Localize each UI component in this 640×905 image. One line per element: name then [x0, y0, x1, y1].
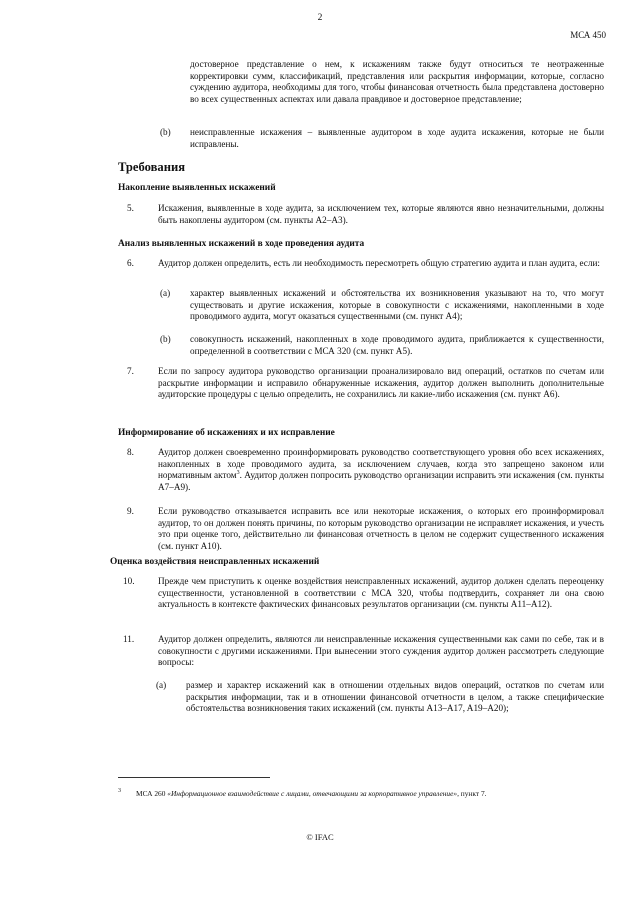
section-heading-accumulation: Накопление выявленных искажений: [118, 183, 276, 193]
paragraph-10-text: Прежде чем приступить к оценке воздействия неисправленных искажений, аудитор должен сделать переоценку существенности, установленной в соответствии с МСА 320, чтобы подтвердить, сохраняет ли она свою актуальность в контексте фактических финансовых результатов организации (см. пункты A11–A12).: [158, 576, 604, 610]
paragraph-9-text: Если руководство отказывается исправить все или некоторые искажения, о которых его проинформировал аудитор, то он должен понять причины, по которым руководство организации не исправляет искажения, и учесть это при оценке того, действительно ли финансовая отчетность в целом не содержит существенного искажения (см. пункт A10).: [158, 506, 604, 551]
paragraph-6a-label: (a): [160, 288, 171, 298]
intro-item-b-label: (b): [160, 127, 171, 137]
paragraph-9-number: 9.: [127, 506, 134, 516]
paragraph-8-number: 8.: [127, 447, 134, 457]
section-heading-communication: Информирование об искажениях и их исправление: [118, 428, 335, 438]
intro-item-b-text: неисправленные искажения – выявленные аудитором в ходе аудита искажения, которые не были исправлены.: [190, 127, 604, 149]
paragraph-10-number: 10.: [123, 576, 135, 586]
page-footer-copyright: © IFAC: [306, 832, 334, 842]
footnote-mark: 3: [118, 788, 121, 794]
paragraph-6-number: 6.: [127, 258, 134, 268]
footnote-reference-3[interactable]: 3: [236, 470, 240, 477]
page-number: 2: [317, 13, 323, 23]
paragraph-6-text: Аудитор должен определить, есть ли необходимость пересмотреть общую стратегию аудита и план аудита, если:: [158, 258, 600, 268]
requirements-heading: Требования: [118, 160, 186, 174]
paragraph-11-text: Аудитор должен определить, являются ли неисправленные искажения существенными как сами по себе, так и в совокупности с другими искажениями. При вынесении этого суждения аудитор должен рассмотреть следующие вопросы:: [158, 634, 604, 668]
section-heading-evaluation: Оценка воздействия неисправленных искажений: [110, 557, 320, 567]
document-code: МСА 450: [570, 30, 606, 40]
paragraph-6b-label: (b): [160, 334, 171, 344]
paragraph-5-text: Искажения, выявленные в ходе аудита, за исключением тех, которые являются явно незначительными, должны быть накоплены аудитором (см. пункты A2–A3).: [158, 203, 604, 225]
paragraph-5-number: 5.: [127, 203, 134, 213]
paragraph-11a-label: (a): [156, 680, 167, 690]
section-heading-analysis: Анализ выявленных искажений в ходе проведения аудита: [118, 239, 365, 249]
paragraph-11-number: 11.: [123, 634, 135, 644]
intro-continuation-text: достоверное представление о нем, к искажениям также будут относиться те неотраженные корректировки сумм, классификаций, представления или раскрытия информации, которые, согласно суждению аудитора, необходимы для того, чтобы финансовая отчетность была представлена достоверно во всех существенных аспектах или давала правдивое и достоверное представление;: [190, 59, 604, 104]
paragraph-6b-text: совокупность искажений, накопленных в ходе проводимого аудита, приближается к существенности, определенной в соответствии с МСА 320 (см. пункт A5).: [190, 334, 604, 356]
paragraph-11a-text: размер и характер искажений как в отношении отдельных видов операций, остатков по счетам или раскрытия информации, так и в отношении финансовой отчетности в целом, а также специфические обстоятельства возникновения таких искажений (см. пункты A13–A17, A19–A20);: [186, 680, 604, 714]
paragraph-6a-text: характер выявленных искажений и обстоятельства их возникновения указывают на то, что могут существовать и другие искажения, которые в совокупности с искажениями, накопленными в ходе проводимого аудита, могут оказаться существенными (см. пункт A4);: [190, 288, 604, 322]
paragraph-8-text: Аудитор должен своевременно проинформировать руководство соответствующего уровня обо всех искажениях, накопленных в ходе проводимого аудита, за исключением случаев, когда это запрещено законом или нормативным актом$^3$. Аудитор должен попросить руководство организации исправить эти искажения (см. пункты A7–A9).: [158, 447, 604, 492]
footnote-separator: [118, 777, 270, 778]
footnote-text: МСА 260 «Информационное взаимодействие с лицами, отвечающими за корпоративное управление», пункт 7.: [136, 789, 487, 798]
paragraph-7-text: Если по запросу аудитора руководство организации проанализировало вид операций, остатков по счетам или раскрытие информации и исправило обнаруженные искажения, аудитор должен выполнить дополнительные аудиторские процедуры с целью определить, не сохранились ли какие-либо искажения (см. пункт A6).: [158, 366, 604, 400]
paragraph-7-number: 7.: [127, 366, 134, 376]
